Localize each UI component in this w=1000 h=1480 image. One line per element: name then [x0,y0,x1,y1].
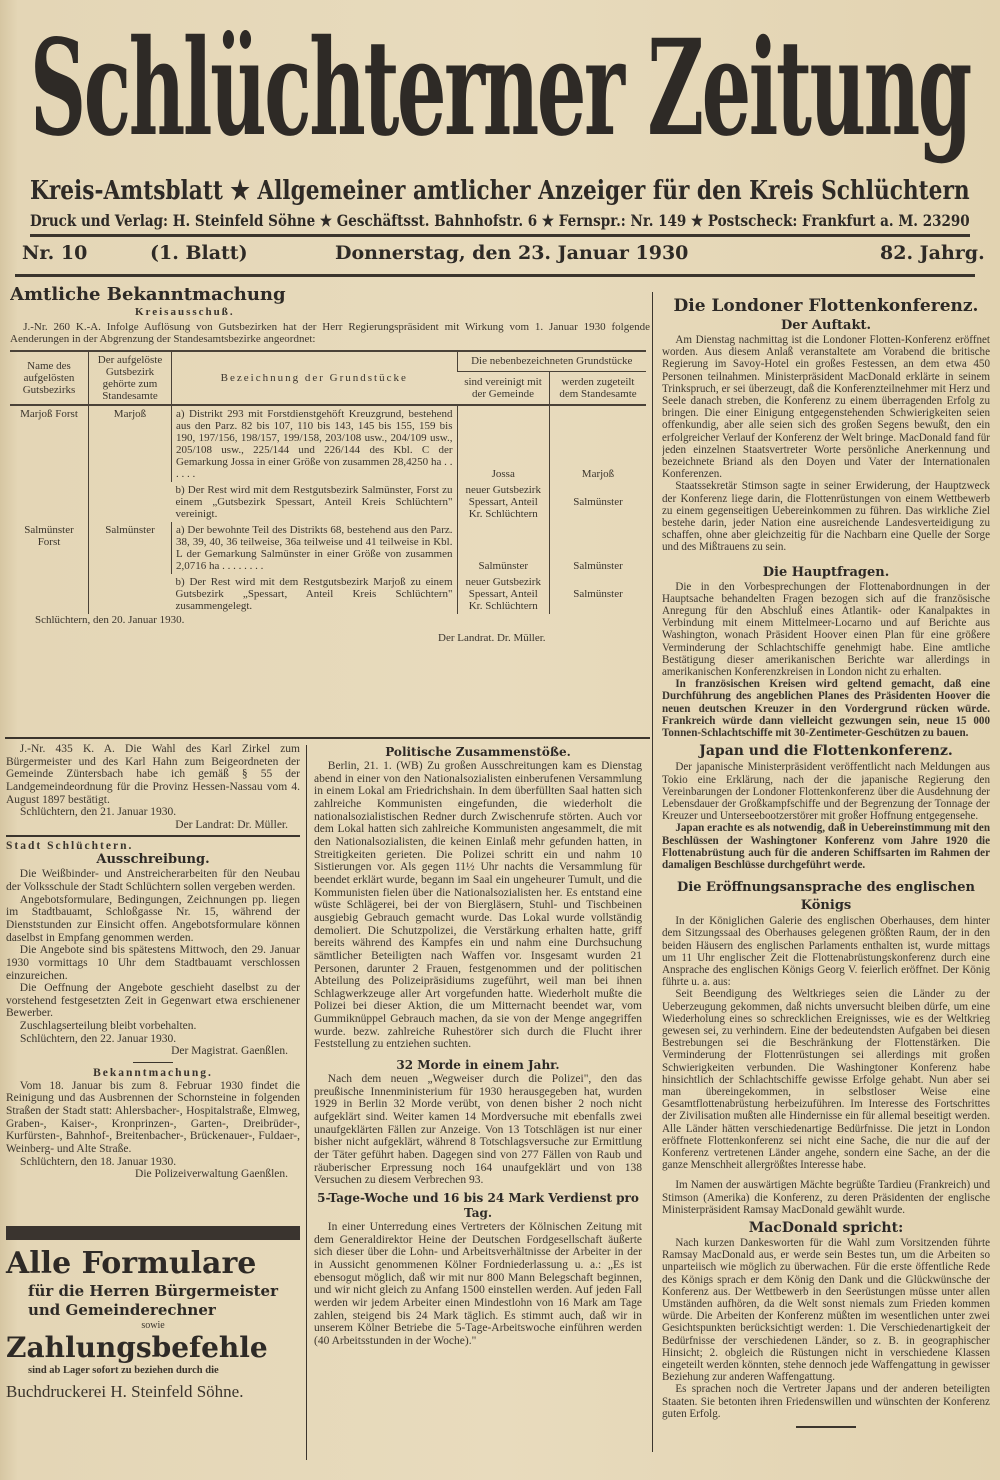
article-body: Die in den Vorbesprechungen der Flottenabordnungen in der Hauptsache behandelten Fragen bezogen sich auf die französische Anregung für den Abschluß eines Atlantik- oder Kanalpaktes in Verbindung mit einem Mittelmeer-Locarno und auf Berichte aus Washington, wonach Präsident Hoover einen Plan für eine größere Verminderung der Schlachtschiffe genehmigt habe. Eine amtliche Bestätigung dieser amerikanischen Berichte war allerdings in amerikanischen Konferenzkreisen in London nicht zu erhalten. [662,580,990,679]
article-body: Seit Beendigung des Weltkrieges seien die Länder zu der Ueberzeugung gekommen, daß nichts unversucht bleiben dürfe, um eine Wiederholung eines so schrecklichen Ereignisses, wie es der Weltkrieg gewesen sei, zu verhindern. Eine der bedeutendsten Aufgaben bei diesen Bestrebungen sei die Beschränkung der Flottenstärken. Die Verminderung der Flottenrüstungen sei allerdings mit großen Schwierigkeiten verbunden. Die Washingtoner Konferenz habe hinsichtlich der Schlachtschiffe gewisse Erfolge gehabt. Nun aber sei man übereingekommen, in selbstloser Weise eine Gesamtflottenabrüstung herbeizuführen. Im Interesse des Fortschrittes der Zivilisation mußten alle Hindernisse ein für allemal beseitigt werden. Alle Länder hätten verschiedenartige Bedürfnisse. Die jetzt in London eröffnete Flottenkonferenz sei nicht eine Sache, die nur die auf der Konferenz vertretenen Länder angehe, sondern eine Sache, an der die ganze Menschheit allergrößtes Interesse habe. [662,988,990,1172]
article-body: Im Namen der auswärtigen Mächte begrüßte Tardieu (Frankreich) und Stimson (Amerika) die Konferenz, zu deren Präsidenten der englische Ministerpräsident Ramsay MacDonald gewählt wurde. [662,1179,990,1216]
middle-column [314,745,642,1467]
divider [6,835,300,837]
notice-title: Amtliche Bekanntmachung [10,284,286,305]
notice-place-date: Schlüchtern, den 20. Januar 1930. [35,614,185,626]
tender-date: Schlüchtern, den 22. Januar 1930. [20,1032,177,1045]
chimney-date: Schlüchtern, den 18. Januar 1930. [20,1155,177,1168]
section-title: Die Hauptfragen. [762,564,890,580]
table-cell: a) Distrikt 293 mit Forstdienstgehöft Kreuzgrund, bestehend aus den Parz. 82 bis 107, 110 bis 143, 145 bis 155, 159 bis 190, 197/156, 198/157, 199/158, 203/108 usw., 204/109 usw., 205/108 usw., 225/144 und 226/144 des Kbl. C der Gemarkung Jossa in einer Größe von zusammen 28,4250 ha . . . . . . [172,405,458,482]
table-cell: Marjoß [550,405,647,482]
issue-line [0,240,1000,270]
table-cell: Salmünster [89,522,172,614]
article-body: Berlin, 21. 1. (WB) Zu großen Ausschreitungen kam es Dienstag abend in einer von den Nationalsozialisten einberufenen Versammlung in einem Lokal am Friedrichshain. In dem überfüllten Saal hatten sich zahlreiche Kommunisten eingefunden, die wiederholt die nationalsozialistischen Redner durch Zwischenrufe störten. Auch vor dem Lokal hatten sich zahlreiche Kommunisten angesammelt, die mit den Nationalsozialisten, die keinen Einlaß mehr gefunden hatten, in Streitigkeiten gerieten. Die Polizei schritt ein und nahm 10 Sistierungen vor. Als gegen 11½ Uhr nachts die Versammlung für beendet erklärt wurde, begann im Saal ein ungeheurer Tumult, und die Kommunisten fielen über die Nationalsozialisten her. Es entstand eine wüste Schlägerei, bei der von Biergläsern, Stuhl- und Tischbeinen ausgiebig Gebrauch gemacht wurde. Das Lokal wurde vollständig demoliert. Die Schutzpolizei, die Verstärkung erhalten hatte, griff bereits während des Kampfes ein und nahm eine Durchsuchung sämtlicher Beteiligten nach Waffen vor. Insgesamt wurden 21 Personen, darunter 2 Frauen, festgenommen und der politischen Abteilung des Polizeipräsidiums zugeführt, weil man bei ihnen Schlagwerkzeuge aller Art vorgefunden hatte. Wiederholt mußte die Polizei bei dieser Aktion, die um Mitternacht beendet war, vom Gummiknüppel Gebrauch machen, da sie von der Menge angegriffen wurde. bezw. zahlreiche Ruhestörer sich durch die Flucht ihrer Feststellung zu entziehen suchten. [314,760,642,1051]
section-title: Die Eröffnungsansprache des englischen Königs [677,880,975,914]
notice-authority: Kreisausschuß. [135,306,235,318]
table-cell: Salmünster [457,522,550,574]
column-rule [306,745,307,1460]
ad-line: sowie [141,1320,165,1331]
ad-top-bar [6,1226,300,1240]
table-cell: Jossa [457,405,550,482]
section-title: MacDonald spricht: [748,1220,904,1236]
masthead-title: Schlüchterner Zeitung [30,11,970,166]
table-row [10,405,646,482]
tender-paragraph: Die Angebote sind bis spätestens Mittwoch, den 29. Januar 1930 vormittags 10 Uhr dem Stadtbauamt verschlossen einzureichen. [6,944,300,982]
city-heading: Stadt Schlüchtern. [6,839,134,852]
tender-paragraph: Die Weißbinder- und Anstreicherarbeiten für den Neubau der Volksschule der Stadt Schlüchtern sollen vergeben werden. [6,868,300,893]
article-body: In einer Unterredung eines Vertreters der Kölnischen Zeitung mit dem Generaldirektor Heine der Deutschen Fordgesellschaft äußerte sich dieser über die Lohn- und Arbeitsverhältnisse der Arbeiter in der in Aussicht genommenen Kölner Fordniederlassung u. a.: „Es ist ebensogut möglich, daß wir mit nur 800 Mann Belegschaft beginnen, und wir nicht gleich zu Anfang 1500 einstellen werden. Auf jeden Fall werden wir jedem Arbeiter einen Mindestlohn von 16 Mark am Tage zahlen, steigend bis 24 Mark täglich. Es stimmt auch, daß wir in unserem Kölner Betriebe die 5-Tage-Arbeitswoche einführen werden (40 Arbeitsstunden in der Woche)." [314,1221,642,1347]
table-cell: Salmünster [550,574,647,614]
column-rule [652,292,653,1452]
issue-date: Donnerstag, den 23. Januar 1930 [335,242,689,264]
table-cell: neuer Gutsbezirk Spessart, Anteil Kr. Schlüchtern [457,482,550,522]
chimney-signature: Die Polizeiverwaltung Gaenßlen. [135,1168,288,1181]
end-rule [796,1426,856,1428]
table-cell: b) Der Rest wird mit dem Restgutsbezirk Salmünster, Forst zu einem „Gutsbezirk Spessart, Anteil Kreis Schlüchtern" vereinigt. [175,484,453,520]
table-header: Name des aufgelösten Gutsbezirks [10,351,89,405]
ad-line: und Gemeinderechner [28,1301,216,1319]
article-body: In der Königlichen Galerie des englischen Oberhauses, dem hinter dem Sitzungssaal des Oberhauses gelegenen größten Raum, der in den beiden Häusern des englischen Parlaments enthalten ist, wurde mittags um 11 Uhr englischer Zeit die Flottenabrüstungskonferenz durch eine Ansprache des englischen Königs Georg V. feierlich eröffnet. Der König führte u. a. aus: [662,915,990,989]
ad-headline: Zahlungsbefehle [6,1331,268,1364]
section-title: Japan und die Flottenkonferenz. [699,743,953,760]
election-date: Schlüchtern, den 21. Januar 1930. [20,806,177,819]
right-column [662,294,990,1454]
table-cell: Marjoß Forst [20,408,78,420]
divider [133,1062,173,1063]
tender-paragraph: Angebotsformulare, Bedingungen, Zeichnungen pp. liegen im Stadtbauamt, Schloßgasse Nr. 15, während der Dienststunden zur Einsicht offen. Angebotsformulare können daselbst in Empfang genommen werden. [6,893,300,944]
article-body: Nach kurzen Dankesworten für die Wahl zum Vorsitzenden führte Ramsay MacDonald aus, er werde sein Bestes tun, um die Arbeiten so unparteiisch wie möglich zu überwachen. Für die erste öffentliche Rede des Königs sprach er dem König den Dank und die Glückwünsche der Konferenz aus. Der Wettbewerb in den Seerüstungen müsse unter allen Umständen aufhören, da die Welt sonst niemals zum Frieden kommen würde. Die Arbeiten der Konferenz müßten im wesentlichen unter zwei Gesichtspunkten berücksichtigt werden: 1. Die Verschiedenartigkeit der Bedürfnisse der verschiedenen Länder, so z. B. in geographischer Hinsicht; 2. obgleich die Rüstungen nicht in verschiedene Klassen eingeteilt werden könnten, stehe dennoch jede Waffengattung in gewisser Beziehung zur anderen Waffengattung. [662,1237,990,1384]
notice-intro: J.-Nr. 260 K.-A. Infolge Auflösung von Gutsbezirken hat der Herr Regierungspräsident mit Wirkung vom 1. Januar 1930 folgende Aenderungen in der Abgrenzung der Standesamtsbezirke angeordnet: [10,321,650,345]
ad-headline: Alle Formulare [6,1246,257,1281]
article-body: Staatssekretär Stimson sagte in seiner Erwiderung, der Hauptzweck der Konferenz liege darin, die Flottenrüstungen von einem Wettbewerb zu einem gegenseitigen Uebereinkommen zu führen. Das wirkliche Ziel bestehe darin, jeder Nation eine ausreichende Landesverteidigung zu schaffen, ohne aber gleichzeitig für die Nachbarn eine Quelle der Sorge und des Mißtrauens zu sein. [662,480,990,554]
table-header: sind vereinigt mit der Gemeinde [457,371,550,405]
lead-article-title: Die Londoner Flottenkonferenz. [673,296,979,316]
election-notice: J.-Nr. 435 K. A. Die Wahl des Karl Zirkel zum Bürgermeister und des Karl Hahn zum Beigeordneten der Gemeinde Züntersbach habe ich gemäß § 55 der Landgemeindeordnung für die Provinz Hessen-Nassau vom 4. August 1897 bestätigt. [6,743,300,806]
chimney-notice: Vom 18. Januar bis zum 8. Februar 1930 findet die Reinigung und das Ausbrennen der Schornsteine in folgenden Straßen der Stadt statt: Ahlersbacher-, Hospitalstraße, Elmweg, Graben-, Kaiser-, Kronprinzen-, Garten-, Dreibrüder-, Kurfürsten-, Bahnhof-, Breitenbacher-, Brückenauer-, Fuldaer-, Weinberg- und Alte Straße. [6,1079,300,1156]
notice-table [10,350,646,614]
table-cell: Salmünster [550,522,647,574]
masthead-rule [30,234,970,237]
election-signature: Der Landrat: Dr. Müller. [175,818,288,831]
notice-signature: Der Landrat. Dr. Müller. [438,632,546,644]
article-title: 5-Tage-Woche und 16 bis 24 Mark Verdienst pro Tag. [317,1191,639,1220]
table-header: werden zugeteilt dem Standesamte [550,371,647,405]
ad-line: für die Herren Bürgermeister [28,1282,278,1300]
article-body: Es sprachen noch die Vertreter Japans und der anderen beteiligten Staaten. Sie betonten ihren Friedenswillen und wünschten der Konferenz guten Erfolg. [662,1383,990,1420]
issue-number: Nr. 10 [22,242,88,264]
table-row [10,522,646,574]
table-header: Der aufgelöste Gutsbezirk gehörte zum Standesamte [89,351,172,405]
left-column [6,743,300,1223]
table-cell: Salmünster Forst [24,524,74,548]
issue-volume: 82. Jahrg. [880,242,985,264]
ad-printer: Buchdruckerei H. Steinfeld Söhne. [6,1382,244,1401]
advertisement [6,1246,300,1446]
table-cell: Marjoß [89,405,172,522]
issue-rule [15,274,975,277]
tender-title: Ausschreibung. [96,852,210,868]
official-notice [10,284,650,734]
masthead-publisher: Druck und Verlag: H. Steinfeld Söhne ★ Geschäftsst. Bahnhofstr. 6 ★ Fernspr.: Nr. 149 ★ Postscheck: Frankfurt a. M. 23290 [30,211,970,230]
tender-paragraph: Die Oeffnung der Angebote geschieht daselbst zu der vorstehend festgesetzten Zeit in Gegenwart etwa erschienener Bewerber. [6,982,300,1020]
section-title: Der Auftakt. [780,318,872,333]
article-body: Am Dienstag nachmittag ist die Londoner Flotten-Konferenz eröffnet worden. Aus diesem Anlaß veranstaltete am Vorabend die britische Regierung im Savoy-Hotel ein großes Festessen, an dem etwa 450 Personen teilnahmen. Ministerpräsident MacDonald erklärte in seinem Trinkspruch, er sei überzeugt, daß die Konferenzteilnehmer mit Herz und Seele danach streben, die Konferenz zu einem überragenden Erfolg zu bringen. Die einer Einigung entgegenstehenden Schwierigkeiten seien offenkundig, aber alle seien sich des großen Segens bewußt, den ein erfolgreicher Verlauf der Konferenz der Welt bringe. MacDonald fand für jeden einzelnen Staatsvertreter Worte persönliche Anerkennung und bezeichnete Briand als den Doyen und Vater der Internationalen Konferenzen. [662,334,990,481]
table-header: Bezeichnung der Grundstücke [172,351,458,405]
article-title: 32 Morde in einem Jahr. [396,1058,560,1073]
section-divider [5,737,650,739]
article-body: In französischen Kreisen wird geltend gemacht, daß eine Durchführung des angeblichen Planes des Präsidenten Hoover die neuen deutschen Kreuzer in den Vordergrund rücken würde. Frankreich würde dann vielleicht gezwungen sein, neue 15 000 Tonnen-Schlachtschiffe mit 30-Zentimeter-Geschützen zu bauen. [662,678,990,740]
article-body: Der japanische Ministerpräsident veröffentlicht nach Meldungen aus Tokio eine Erklärung, nach der die japanische Regierung den Vereinbarungen der Londoner Flottenkonferenz über die Ausdehnung der Lebensdauer der Großkampfschiffe und der Begrenzung der Tonnage der Kreuzer und Unterseebootzerstörer mit großer Hoffnung entgegensehe. [662,761,990,823]
masthead-subtitle: Kreis-Amtsblatt ★ Allgemeiner amtlicher Anzeiger für den Kreis Schlüchtern [30,176,970,206]
issue-sheet: (1. Blatt) [150,242,248,264]
table-cell: b) Der Rest wird mit dem Restgutsbezirk Marjoß zu einem Gutsbezirk „Spessart, Anteil Kreis Schlüchtern" zusammengelegt. [175,576,453,612]
table-header: Die nebenbezeichneten Grundstücke [457,351,646,371]
chimney-title: Bekanntmachung. [93,1067,213,1080]
table-cell: Salmünster [550,482,647,522]
article-body: Japan erachte es als notwendig, daß in Uebereinstimmung mit den Beschlüssen der Washingtoner Konferenz vom Jahre 1920 die Flottenabrüstung auch für die anderen Schiffsarten im Rahmen der damaligen Beschlüsse durchgeführt werde. [662,822,990,871]
tender-paragraph: Zuschlagserteilung bleibt vorbehalten. [19,1020,197,1033]
article-body: Nach dem neuen „Wegweiser durch die Polizei", den das preußische Innenministerium für 1930 herausgegeben hat, wurden 1929 in Berlin 32 Morde verübt, von denen bisher 2 noch nicht aufgeklärt sind. Weiter kamen 14 Mordversuche mit ebenfalls zwei unaufgeklärten Fällen zur Anzeige. Von 13 Totschlägen ist nur einer bisher nicht aufgeklärt, während 8 Totschlagsversuche zur Ermittlung der Täter geführt haben. Dagegen sind von 277 Fällen von Raub und räuberischer Erpressung noch 164 unaufgeklärt und von 138 Versuchen zu diesem Verbrechen 93. [314,1073,642,1187]
table-cell: a) Der bewohnte Teil des Distrikts 68, bestehend aus den Parz. 38, 39, 40, 36 teilweise, 36a teilweise und 41 teilweise in Kbl. L der Gemarkung Salmünster in einer Größe von zusammen 2,0716 ha . . . . . . . . [172,522,458,574]
ad-line: sind ab Lager sofort zu beziehen durch die [28,1365,219,1376]
table-cell: neuer Gutsbezirk Spessart, Anteil Kr. Schlüchtern [457,574,550,614]
article-title: Politische Zusammenstöße. [385,745,571,759]
tender-signature: Der Magistrat. Gaenßlen. [171,1045,288,1058]
